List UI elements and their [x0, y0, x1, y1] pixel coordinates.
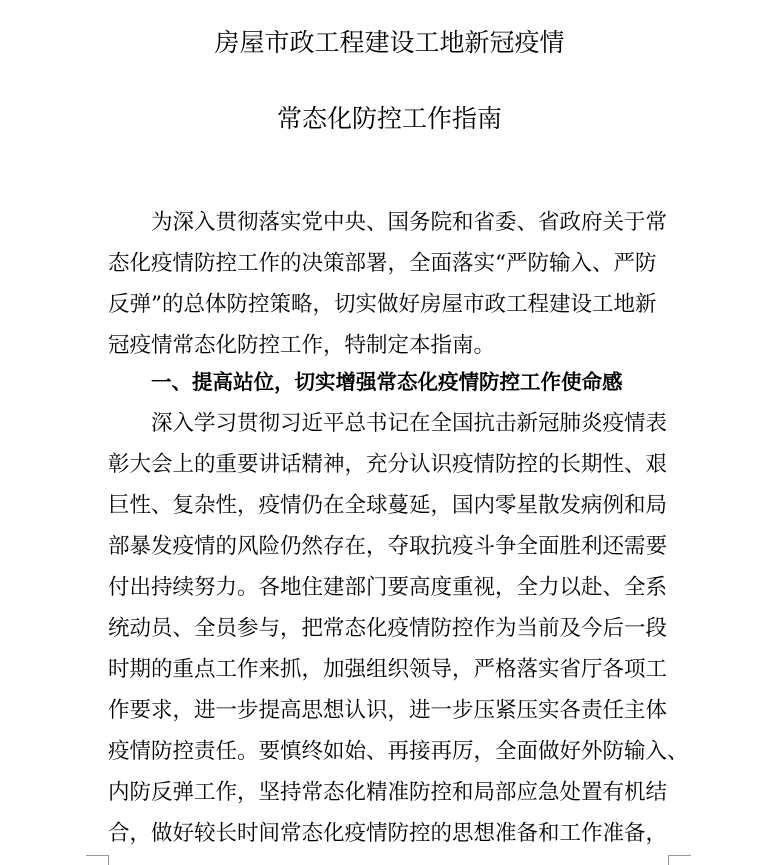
paragraph-line: 作要求，进一步提高思想认识，进一步压紧压实各责任主体	[108, 698, 668, 723]
paragraph-line: 内防反弹工作，坚持常态化精准防控和局部应急处置有机结	[108, 780, 668, 805]
section-heading-1	[108, 362, 650, 403]
document-title-line-2: 常态化防控工作指南	[276, 104, 502, 133]
document-title-line-1: 房屋市政工程建设工地新冠疫情	[214, 28, 565, 57]
paragraph-line: 付出持续努力。各地住建部门要高度重视，全力以赴、全系	[108, 575, 668, 600]
paragraph-line: 为深入贯彻落实党中央、国务院和省委、省政府关于常	[151, 210, 668, 235]
paragraph-line: 部暴发疫情的风险仍然存在，夺取抗疫斗争全面胜利还需要	[108, 534, 668, 559]
paragraph-line: 深入学习贯彻习近平总书记在全国抗击新冠肺炎疫情表	[151, 411, 668, 436]
paragraph-line: 合，做好较长时间常态化疫情防控的思想准备和工作准备，	[108, 821, 668, 846]
paragraph-line: 疫情防控责任。要慎终如始、再接再厉，全面做好外防输入、	[108, 739, 689, 764]
section-heading-text: 一、提高站位，切实增强常态化疫情防控工作使命感	[151, 370, 623, 394]
paragraph-line: 巨性、复杂性，疫情仍在全球蔓延，国内零星散发病例和局	[108, 493, 668, 518]
paragraph-line: 时期的重点工作来抓，加强组织领导，严格落实省厅各项工	[108, 657, 668, 682]
paragraph-line: 态化疫情防控工作的决策部署，全面落实“严防输入、严防	[108, 251, 657, 276]
paragraph-line: 彰大会上的重要讲话精神，充分认识疫情防控的长期性、艰	[108, 452, 668, 477]
paragraph-line: 统动员、全员参与，把常态化疫情防控作为当前及今后一段	[108, 616, 668, 641]
paragraph-line: 反弹”的总体防控策略，切实做好房屋市政工程建设工地新	[108, 292, 657, 317]
paragraph-line: 冠疫情常态化防控工作，特制定本指南。	[108, 333, 496, 358]
intro-paragraph	[108, 202, 668, 366]
section-1-paragraph	[108, 403, 689, 854]
